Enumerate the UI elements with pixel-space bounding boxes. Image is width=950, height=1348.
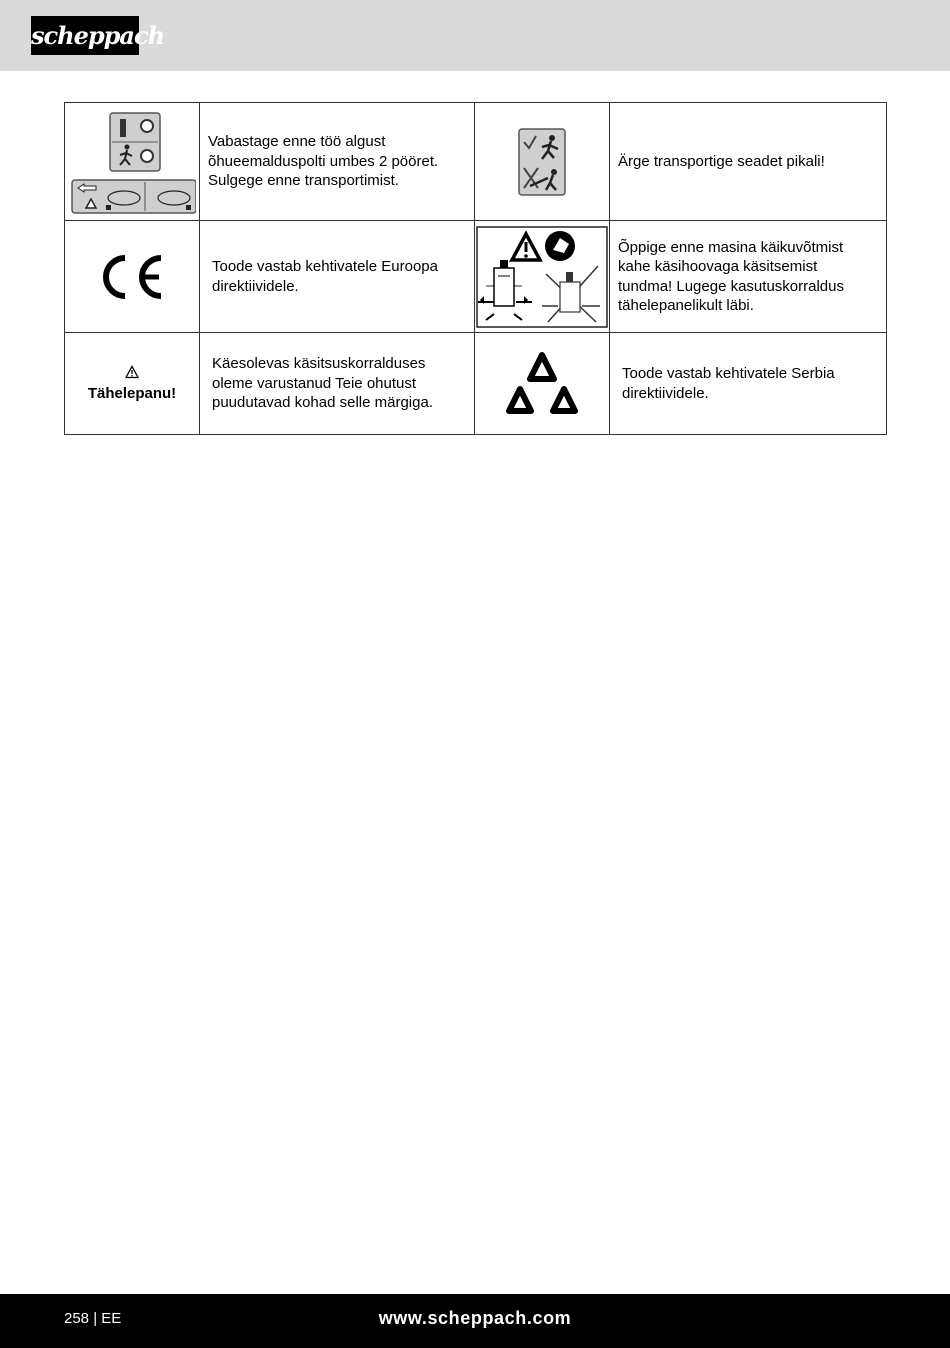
text-line: Ärge transportige seadet pikali!: [618, 152, 825, 170]
description-cell: [200, 221, 475, 333]
text-line: Toode vastab kehtivatele Serbia: [622, 365, 835, 382]
symbol-cell: [475, 103, 610, 221]
symbol-cell: [65, 221, 200, 333]
attention-label: Tähelepanu!: [87, 385, 177, 402]
description-cell: [200, 333, 475, 435]
text-line: direktiividele.: [622, 384, 709, 402]
brand-logo[interactable]: [31, 16, 165, 55]
two-lever-operation-icon: [476, 226, 608, 328]
table-row: [65, 333, 887, 435]
description-cell: [610, 333, 887, 435]
description-cell: [200, 103, 475, 221]
text-line: oleme varustanud Teie ohutust: [212, 374, 417, 392]
warning-triangle-icon: [124, 365, 140, 379]
table-row: [65, 221, 887, 333]
website-link[interactable]: www.scheppach.com: [378, 1308, 572, 1328]
valve-lock-transport-icon: [68, 109, 196, 215]
text-line: Vabastage enne töö algust: [208, 133, 386, 151]
text-line: direktiividele.: [212, 277, 299, 295]
text-line: Toode vastab kehtivatele Euroopa: [212, 258, 438, 275]
symbol-cell: [475, 333, 610, 435]
serbia-conformity-mark-icon: [505, 351, 579, 417]
text-line: õhueemalduspolti umbes 2 pööret.: [208, 152, 439, 170]
brand-logo-text: scheppach: [31, 21, 165, 50]
symbol-table: [64, 102, 887, 435]
text-line: puudutavad kohad selle märgiga.: [212, 394, 433, 412]
text-line: tähelepanelikult läbi.: [618, 297, 754, 314]
symbol-cell: [65, 333, 200, 435]
table-row: [65, 103, 887, 221]
text-line: Sulgege enne transportimist.: [208, 172, 399, 190]
description-cell: [610, 103, 887, 221]
description-cell: [610, 221, 887, 333]
text-line: Õppige enne masina käikuvõtmist: [618, 238, 844, 256]
page-number: 258: [64, 1310, 90, 1327]
text-line: kahe käsihoovaga käsitsemist: [618, 258, 818, 275]
text-line: tundma! Lugege kasutuskorraldus: [618, 277, 844, 295]
footer-separator: |: [93, 1310, 98, 1327]
text-line: Käesolevas käsitsuskorralduses: [212, 355, 426, 373]
no-lying-transport-icon: [518, 128, 566, 196]
symbol-cell: [475, 221, 610, 333]
language-code: EE: [101, 1310, 122, 1327]
symbol-cell: [65, 103, 200, 221]
ce-mark-icon: [99, 254, 165, 300]
